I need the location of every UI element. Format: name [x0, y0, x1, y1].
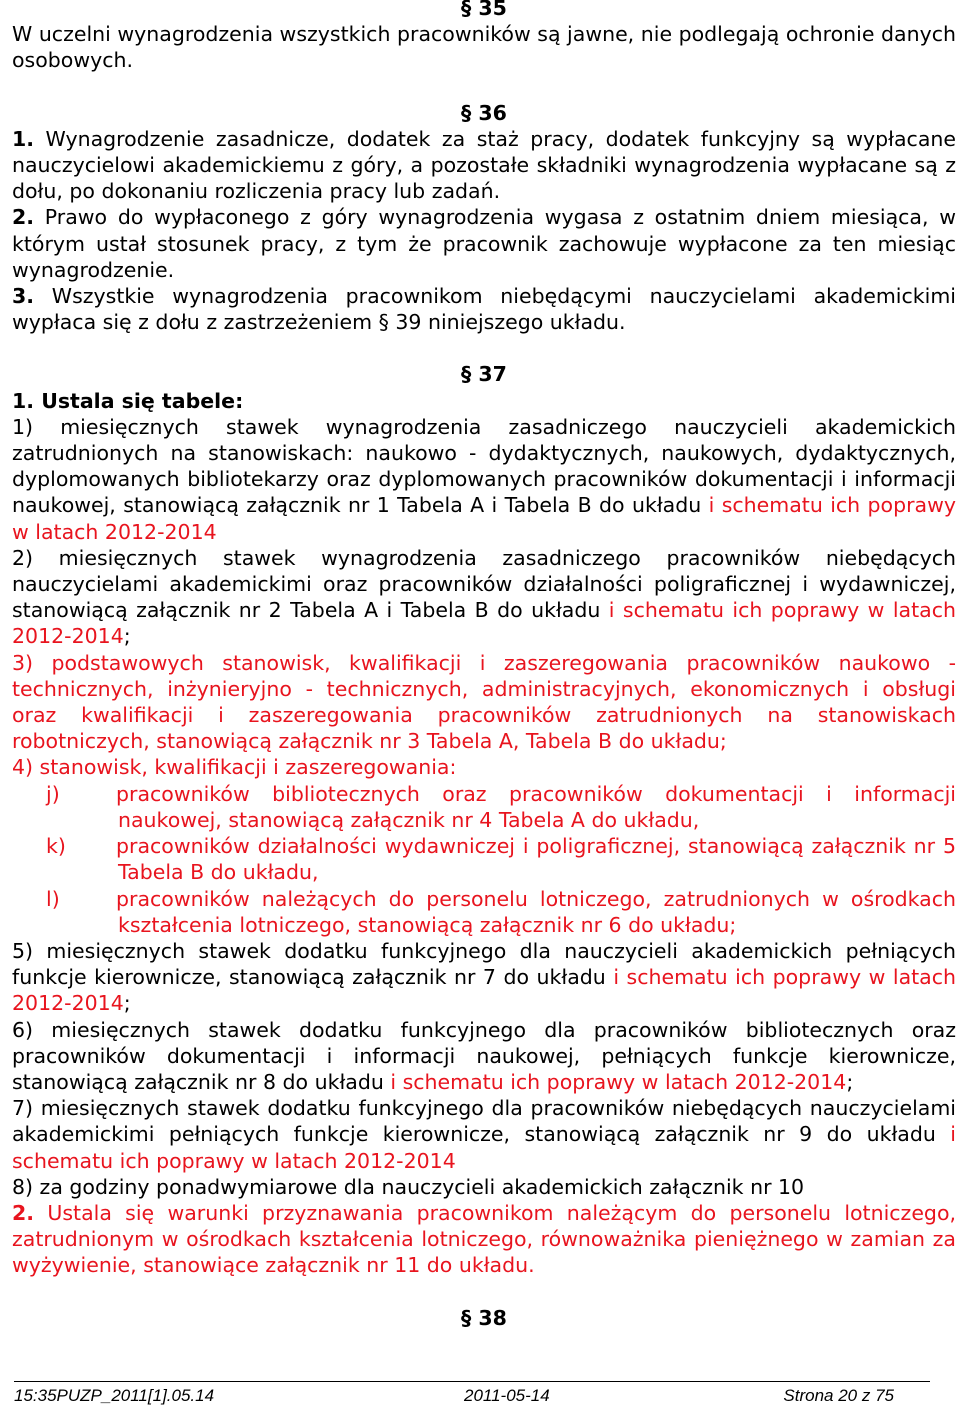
item-amendment: i schematu ich poprawy w latach 2012-2014 [12, 493, 957, 544]
footer-page-number: Strona 20 z 75 [783, 1386, 894, 1405]
section-37-heading: § 37 [461, 362, 507, 387]
item-text: pracowników działalności wydawniczej i poligraficznej, stanowiącą załącznik nr 5 Tabela B do układu, [116, 834, 956, 885]
section-38-heading: § 38 [461, 1305, 507, 1330]
section-37-intro: 1. Ustala się tabele: [12, 388, 244, 413]
item-label: k) [46, 834, 66, 859]
table-item-3: 3) podstawowych stanowisk, kwalifikacji i zaszeregowania pracowników naukowo - technicznych, inżynieryjno - technicznych, administracyjnych, ekonomicznych i obsługi oraz kwalifikacji i zaszeregowania pracowników zatrudnionych na stanowiskach robotniczych, stanowiącą załącznik nr 3 Tabela A, Tabela B do układu; [12, 650, 956, 754]
item-text: 2) miesięcznych stawek wynagrodzenia zasadniczego pracowników niebędących nauczycielami akademickimi oraz pracowników działalności poligraficznej i wydawniczej, stanowiącą załącznik nr 2 Tabela A i Tabela B do układu [12, 545, 956, 623]
section-36-paragraph-1 [12, 126, 956, 205]
section-36-heading: § 36 [461, 100, 507, 125]
item-text: 1) miesięcznych stawek wynagrodzenia zasadniczego nauczycieli akademickich zatrudnionych na stanowiskach: naukowo - dydaktycznych, naukowych, dydaktycznych, dyplomowanych bibliotekarzy oraz dyplomowanych pracowników dokumentacji i informacji naukowej, stanowiącą załącznik nr 1 Tabela A i Tabela B do układu [12, 414, 956, 518]
page-footer [14, 1381, 930, 1405]
table-item-4: 4) stanowisk, kwalifikacji i zaszeregowania: [12, 755, 457, 780]
paragraph-text: Wynagrodzenie zasadnicze, dodatek za staż pracy, dodatek funkcyjny są wypłacane nauczycielowi akademickiemu z góry, a pozostałe składniki wynagrodzenia wypłacane są z dołu, po dokonaniu rozliczenia pracy lub zadań. [12, 126, 956, 204]
paragraph-number: 2. [12, 205, 35, 230]
table-item-7 [12, 1095, 956, 1174]
item-text: pracowników bibliotecznych oraz pracowników dokumentacji i informacji naukowej, stanowiącą załącznik nr 4 Tabela A do układu, [116, 781, 956, 832]
item-end: ; [846, 1069, 854, 1094]
table-item-5 [12, 938, 956, 1017]
paragraph-number: 1. [12, 126, 35, 151]
table-item-1 [12, 414, 956, 545]
paragraph-text: Prawo do wypłaconego z góry wynagrodzenia wygasa z ostatnim dniem miesiąca, w którym ustał stosunek pracy, z tym że pracownik zachowuje wypłacone za ten miesiąc wynagrodzenie. [12, 205, 956, 282]
paragraph-number: 3. [12, 284, 35, 309]
table-item-4-l [12, 886, 956, 938]
section-35-text: W uczelni wynagrodzenia wszystkich pracowników są jawne, nie podlegają ochronie danych osobowych. [12, 22, 956, 73]
item-text: 6) miesięcznych stawek dodatku funkcyjnego dla pracowników bibliotecznych oraz pracowników dokumentacji i informacji naukowej, pełniących funkcje kierownicze, stanowiącą załącznik nr 8 do układu [12, 1017, 956, 1094]
footer-filename: 15:35PUZP_2011[1].05.14 [14, 1386, 215, 1405]
item-end: ; [123, 991, 131, 1016]
document-body [12, 0, 956, 1331]
item-amendment: i schematu ich poprawy w latach 2012-2014 [12, 1122, 956, 1173]
table-item-4-j [12, 781, 956, 833]
item-end: ; [123, 624, 131, 649]
item-label: j) [46, 781, 60, 806]
section-37-paragraph-2 [12, 1200, 956, 1279]
table-item-2 [12, 545, 956, 650]
footer-date: 2011-05-14 [464, 1386, 550, 1405]
item-amendment: i schematu ich poprawy w latach 2012-2014 [383, 1069, 847, 1094]
item-text: pracowników należących do personelu lotniczego, zatrudnionych w ośrodkach kształcenia lotniczego, stanowiącą załącznik nr 6 do układu; [116, 886, 956, 937]
table-item-6 [12, 1017, 956, 1096]
item-label: l) [46, 886, 60, 911]
paragraph-text: Ustala się warunki przyznawania pracownikom należącym do personelu lotniczego, zatrudnionym w ośrodkach kształcenia lotniczego, równoważnika pieniężnego w zamian za wyżywienie, stanowiące załącznik nr 11 do układu. [12, 1200, 956, 1278]
table-item-4-k [12, 833, 956, 885]
section-36-paragraph-3 [12, 283, 956, 335]
item-amendment: i schematu ich poprawy w latach 2012-2014 [12, 965, 956, 1016]
table-item-8: 8) za godziny ponadwymiarowe dla nauczycieli akademickich załącznik nr 10 [12, 1174, 805, 1199]
item-text: 5) miesięcznych stawek dodatku funkcyjnego dla nauczycieli akademickich pełniących funkcje kierownicze, stanowiącą załącznik nr 7 do układu [12, 938, 956, 990]
item-text: 7) miesięcznych stawek dodatku funkcyjnego dla pracowników niebędących nauczycielami akademickimi pełniących funkcje kierownicze, stanowiącą załącznik nr 9 do układu [12, 1096, 956, 1147]
paragraph-number: 2. [12, 1200, 35, 1225]
paragraph-text: Wszystkie wynagrodzenia pracownikom niebędącymi nauczycielami akademickimi wypłaca się z dołu z zastrzeżeniem § 39 niniejszego układu. [12, 284, 956, 335]
item-amendment: i schematu ich poprawy w latach 2012-2014 [12, 598, 956, 649]
section-35-heading: § 35 [461, 0, 507, 20]
section-36-paragraph-2 [12, 204, 956, 283]
